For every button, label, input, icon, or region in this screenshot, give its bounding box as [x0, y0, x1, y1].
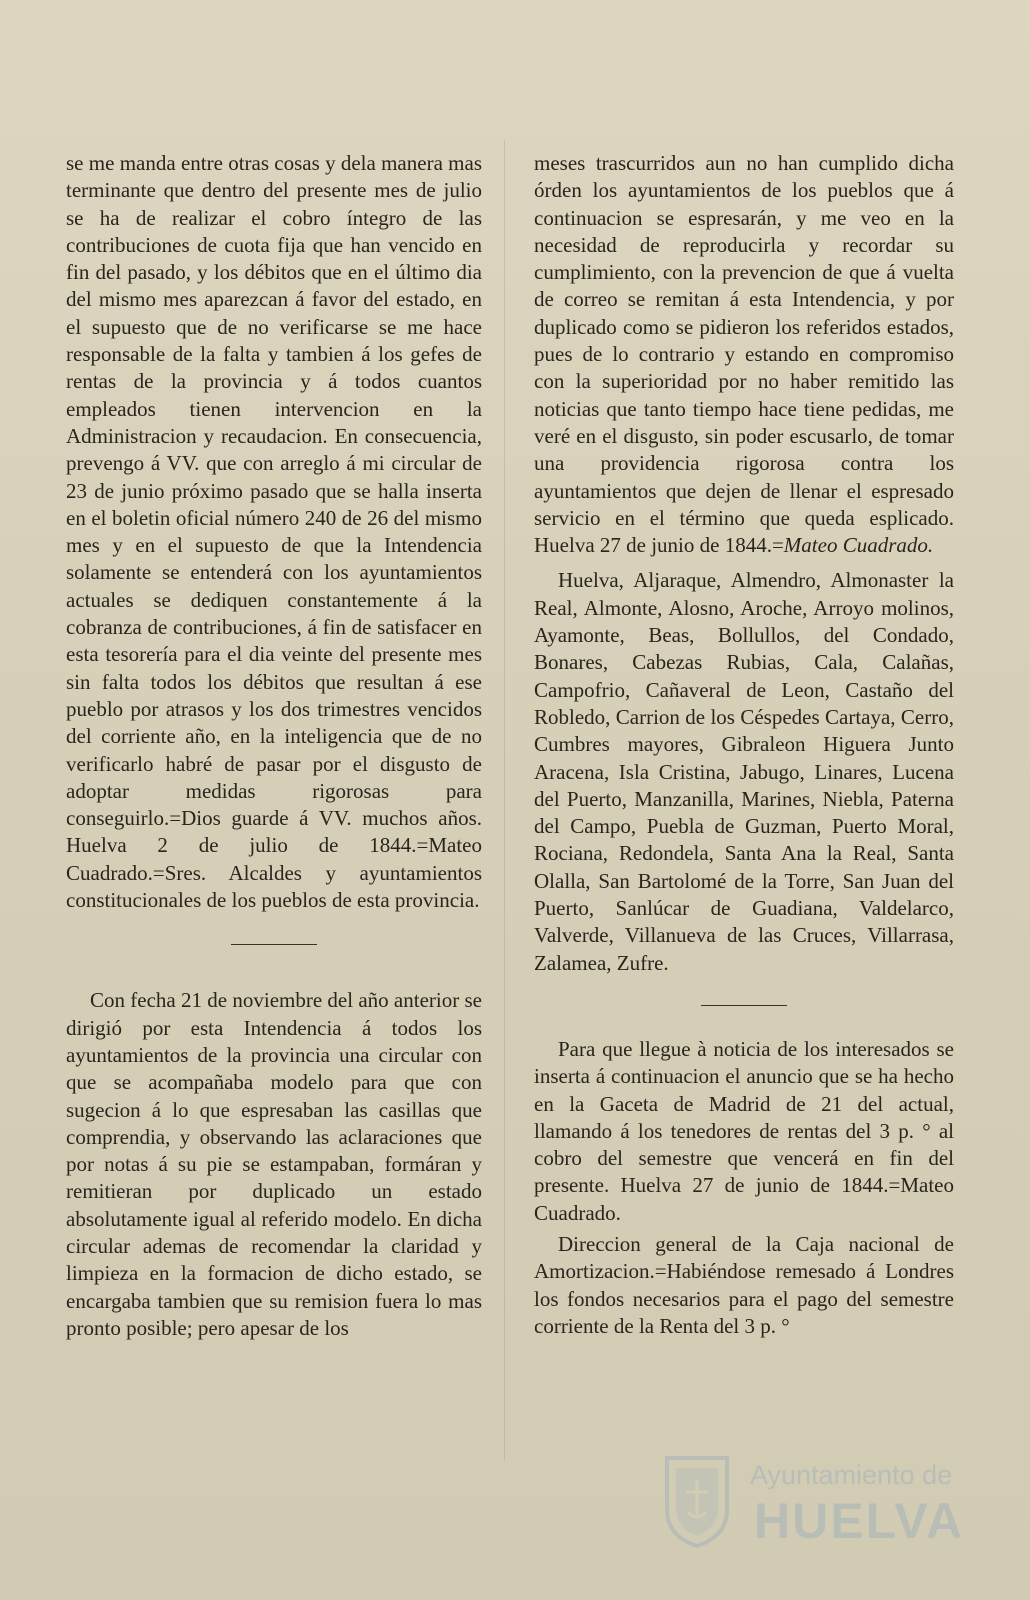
- notice-paragraph: Con fecha 21 de noviembre del año anterior se dirigió por esta Intendencia á todos los ayuntamientos de la provincia una circular con que se acompañaba modelo para que con sugecion á lo que espresaban las casillas que comprendia, y observando las aclaraciones que por notas á su pie se estampaban, formáran y remitieran por duplicado un estado absolutamente igual al referido modelo. En dicha circular ademas de recomendar la claridad y limpieza en la formacion de dicho estado, se encargaba tambien que su remision fuera lo mas pronto posible; pero apesar de los: [66, 988, 482, 1340]
- gazette-notice-paragraph: Para que llegue à noticia de los interesados se inserta á continuacion el anuncio que se ha hecho en la Gaceta de Madrid de 21 del actual, llamando á los tenedores de rentas del 3 p. ° al cobro del semestre que vencerá en fin del presente. Huelva 27 de junio de 1844.=Mateo Cuadrado.: [534, 1036, 954, 1225]
- right-column: [534, 150, 954, 1340]
- amortization-paragraph: Direccion general de la Caja nacional de Amortizacion.=Habiéndose remesado á Londres los fondos necesarios para el pago del semestre corriente de la Renta del 3 p. °: [534, 1231, 954, 1338]
- section-rule: [231, 944, 317, 945]
- town-list: Huelva, Aljaraque, Almendro, Almonaster la Real, Almonte, Alosno, Aroche, Arroyo molinos, Ayamonte, Beas, Bollullos, del Condado, Bonares, Cabezas Rubias, Cala, Calañas, Campofrio, Cañaveral de Leon, Castaño del Robledo, Carrion de los Céspedes Cartaya, Cerro, Cumbres mayores, Gibraleon Higuera Junto Aracena, Isla Cristina, Jabugo, Linares, Lucena del Puerto, Manzanilla, Marines, Niebla, Paterna del Campo, Puebla de Guzman, Puerto Moral, Rociana, Redondela, Santa Ana la Real, Santa Olalla, San Bartolomé de la Torre, San Juan del Puerto, Sanlúcar de Guadiana, Valdelarco, Valverde, Villanueva de las Cruces, Villarrasa, Zalamea, Zufre.: [534, 568, 954, 975]
- column-divider: [504, 140, 505, 1460]
- continuation-paragraph: [534, 150, 954, 559]
- continuation-text: meses trascurridos aun no han cumplido dicha órden los ayuntamientos de los pueblos que á continuacion se espresarán, y me veo en la necesidad de reproducirla y recordar su cumplimiento, con la prevencion de que á vuelta de correo se remitan á esta Intendencia, y por duplicado como se pidieron los referidos estados, pues de lo contrario y estando en compromiso con la superioridad por no haber remitido las noticias que tanto tiempo hace tiene pedidas, me veré en el disgusto, sin poder escusarlo, de tomar una providencia rigorosa contra los ayuntamientos que dejen de llenar el espresado servicio en el término que queda esplicado. Huelva 27 de junio de 1844.=: [534, 151, 954, 558]
- signature: Mateo Cuadrado.: [783, 533, 934, 558]
- shield-icon: [662, 1452, 732, 1550]
- watermark-line1: Ayuntamiento de: [750, 1460, 953, 1490]
- left-column: [66, 150, 482, 1342]
- section-rule: [701, 1005, 787, 1006]
- circular-paragraph: se me manda entre otras cosas y dela manera mas terminante que dentro del presente mes de julio se ha de realizar el cobro íntegro de las contribuciones de cuota fija que han vencido en fin del pasado, y los débitos que en el último dia del mismo mes aparezcan á favor del estado, en el supuesto que de no verificarse se me hace responsable de la falta y tambien á los gefes de rentas de la provincia y á todos cuantos empleados tienen intervencion en la Administracion y recaudacion. En consecuencia, prevengo á VV. que con arreglo á mi circular de 23 de junio próximo pasado que se halla inserta en el boletin oficial número 240 de 26 del mismo mes y en el supuesto de que la Intendencia solamente se entenderá con los ayuntamientos actuales se dediquen constantemente á la cobranza de contribuciones, á fin de satisfacer en esta tesorería para el dia veinte del presente mes sin falta todos los débitos que resultan á ese pueblo por atrasos y los dos trimestres vencidos del corriente año, en la inteligencia que de no verificarlo habré de pasar por el disgusto de adoptar medidas rigorosas para conseguirlo.=Dios guarde á VV. muchos años. Huelva 2 de julio de 1844.=Mateo Cuadrado.=Sres. Alcaldes y ayuntamientos constitucionales de los pueblos de esta provincia.: [66, 151, 482, 913]
- watermark-logo: [662, 1452, 992, 1572]
- watermark-line2: HUELVA: [754, 1493, 965, 1549]
